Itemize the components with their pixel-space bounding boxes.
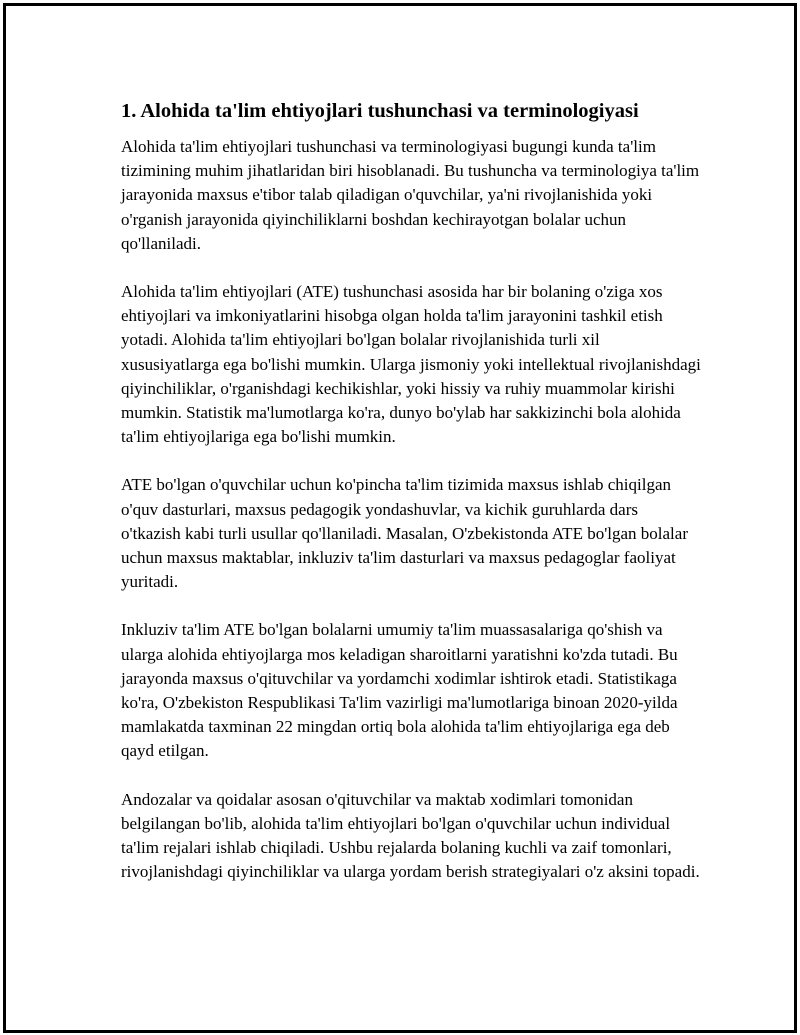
paragraph: ATE bo'lgan o'quvchilar uchun ko'pincha ta'lim tizimida maxsus ishlab chiqilgan o'quv dasturlari, maxsus pedagogik yondashuvlar, va kichik guruhlarda dars o'tkazish kabi turli usullar qo'llaniladi. Masalan, O'zbekistonda ATE bo'lgan bolalar uchun maxsus maktablar, inkluziv ta'lim dasturlari va maxsus pedagoglar faoliyat yuritadi.: [121, 475, 688, 592]
paragraph: Andozalar va qoidalar asosan o'qituvchilar va maktab xodimlari tomonidan belgilangan bo'lib, alohida ta'lim ehtiyojlari bo'lgan o'quvchilar uchun individual ta'lim rejalari ishlab chiqiladi. Ushbu rejalarda bolaning kuchli va zaif tomonlari, rivojlanishdagi qiyinchiliklar va ularga yordam berish strategiyalari o'z aksini topadi.: [121, 789, 700, 882]
paragraph: Inkluziv ta'lim ATE bo'lgan bolalarni umumiy ta'lim muassasalariga qo'shish va ularga alohida ehtiyojlarga mos keladigan sharoitlarni yaratishni ko'zda tutadi. Bu jarayonda maxsus o'qituvchilar va yordamchi xodimlar ishtirok etadi. Statistikaga ko'ra, O'zbekiston Respublikasi Ta'lim vazirligi ma'lumotlariga binoan 2020-yilda mamlakatda taxminan 22 mingdan ortiq bola alohida ta'lim ehtiyojlariga ega deb qayd etilgan.: [121, 620, 678, 761]
section-heading: 1. Alohida ta'lim ehtiyojlari tushunchasi va terminologiyasi: [121, 100, 639, 122]
paragraph: Alohida ta'lim ehtiyojlari tushunchasi va terminologiyasi bugungi kunda ta'lim tizimining muhim jihatlaridan biri hisoblanadi. Bu tushuncha va terminologiya ta'lim jarayonida maxsus e'tibor talab qiladigan o'quvchilar, ya'ni rivojlanishida yoki o'rganish jarayonida qiyinchiliklarni boshdan kechirayotgan bolalar uchun qo'llaniladi.: [121, 137, 700, 253]
page-frame: [3, 3, 797, 1033]
paragraph: Alohida ta'lim ehtiyojlari (ATE) tushunchasi asosida har bir bolaning o'ziga xos ehtiyojlari va imkoniyatlarini hisobga olgan holda ta'lim jarayonini tashkil etish yotadi. Alohida ta'lim ehtiyojlari bo'lgan bolalar rivojlanishida turli xil xususiyatlarga ega bo'lishi mumkin. Ularga jismoniy yoki intellektual rivojlanishdagi qiyinchiliklar, o'rganishdagi kechikishlar, yoki hissiy va ruhiy muammolar kirishi mumkin. Statistik ma'lumotlarga ko'ra, dunyo bo'ylab har sakkizinchi bola alohida ta'lim ehtiyojlariga ega bo'lishi mumkin.: [121, 282, 701, 447]
document-body: [121, 98, 701, 884]
